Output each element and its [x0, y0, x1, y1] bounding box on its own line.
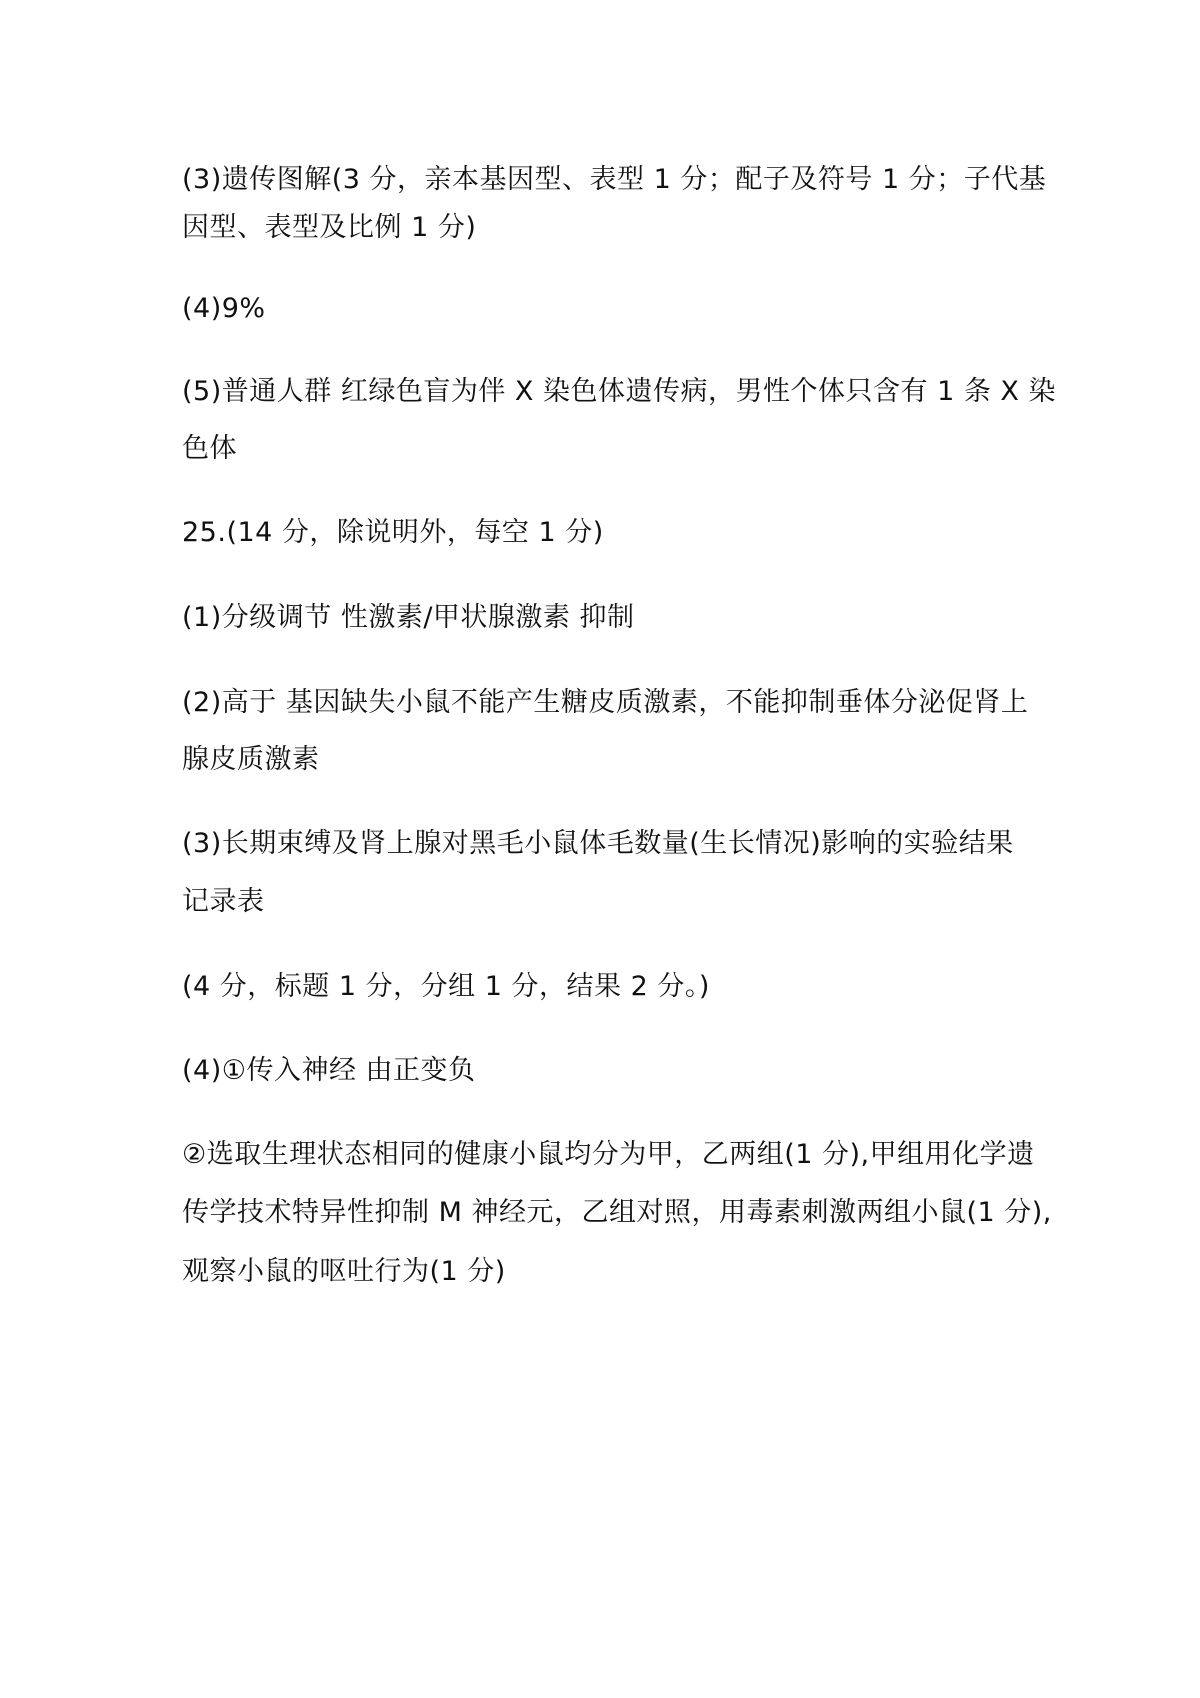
q25-3-scoring: (4 分，标题 1 分，分组 1 分，结果 2 分。) [182, 971, 710, 1002]
q25-header: 25.(14 分，除说明外，每空 1 分) [182, 517, 604, 548]
q25-4-2-line-2: 传学技术特异性抑制 M 神经元，乙组对照，用毒素刺激两组小鼠(1 分), [182, 1197, 1052, 1228]
q25-4-2-line-3: 观察小鼠的呕吐行为(1 分) [182, 1256, 506, 1287]
q25-3-line-2: 记录表 [182, 886, 265, 917]
q24-3-line-1: (3)遗传图解(3 分，亲本基因型、表型 1 分；配子及符号 1 分；子代基 [182, 164, 1047, 195]
q25-3-line-1: (3)长期束缚及肾上腺对黑毛小鼠体毛数量(生长情况)影响的实验结果 [182, 828, 1014, 859]
q25-4-line: (4)①传入神经 由正变负 [182, 1055, 476, 1086]
q25-2-line-2: 腺皮质激素 [182, 744, 320, 775]
q24-3-line-2: 因型、表型及比例 1 分) [182, 212, 477, 243]
q25-2-line-1: (2)高于 基因缺失小鼠不能产生糖皮质激素，不能抑制垂体分泌促肾上 [182, 687, 1029, 718]
q24-5-line-2: 色体 [182, 433, 237, 464]
q25-1-line: (1)分级调节 性激素/甲状腺激素 抑制 [182, 602, 635, 633]
q24-5-line-1: (5)普通人群 红绿色盲为伴 X 染色体遗传病，男性个体只含有 1 条 X 染 [182, 376, 1056, 407]
q25-4-2-line-1: ②选取生理状态相同的健康小鼠均分为甲，乙两组(1 分),甲组用化学遗 [182, 1139, 1035, 1170]
q24-4-line: (4)9% [182, 293, 266, 324]
